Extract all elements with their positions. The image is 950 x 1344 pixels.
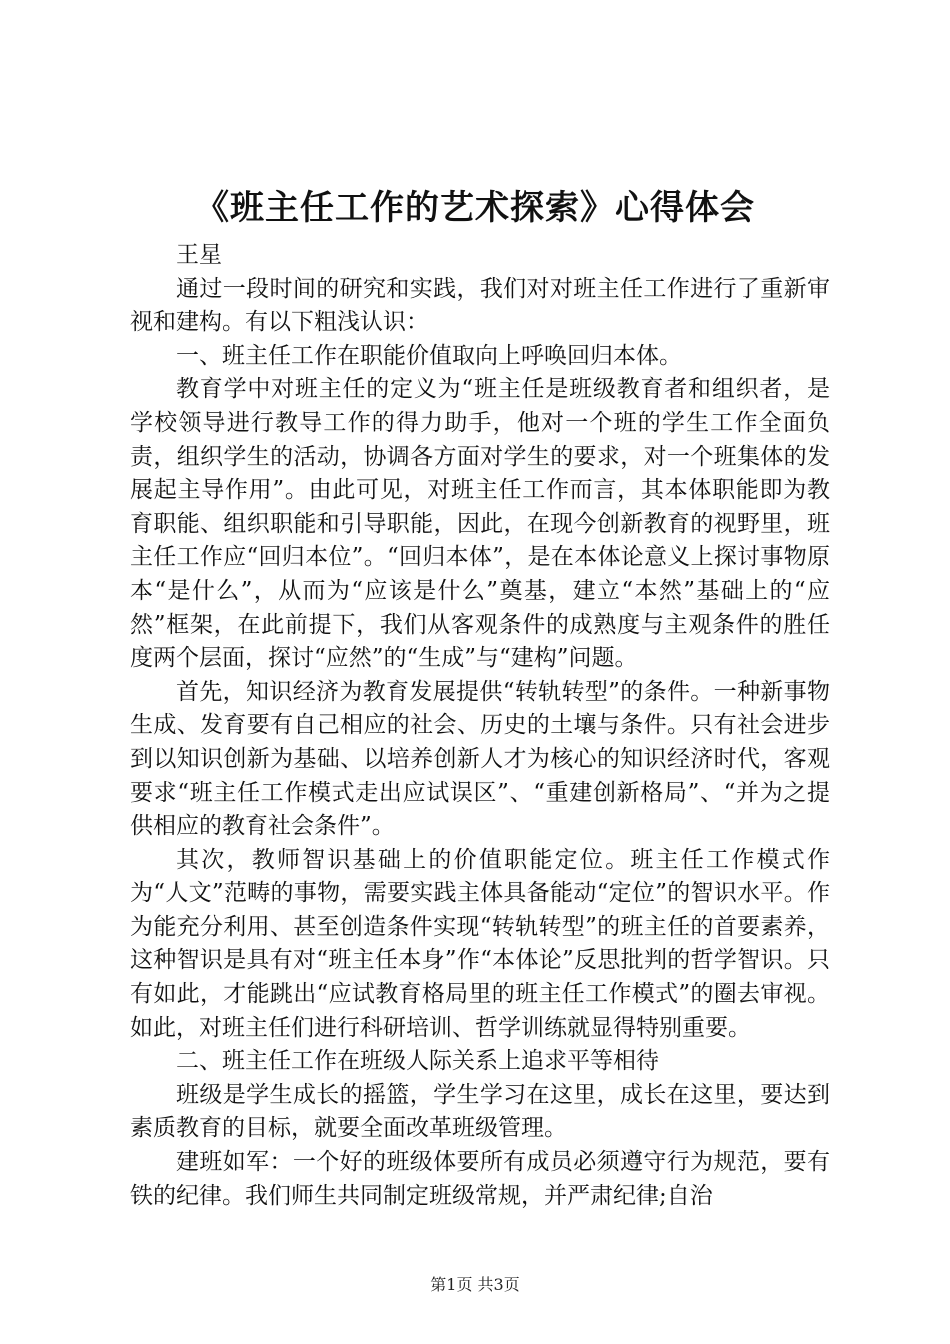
paragraph: 其次，教师智识基础上的价值职能定位。班主任工作模式作为“人文”范畴的事物，需要实践主体具备能动“定位”的智识水平。作为能充分利用、甚至创造条件实现“转轨转型”的班主任的首要素养，这种智识是具有对“班主任本身”作“本体论”反思批判的哲学智识。只有如此，才能跳出“应试教育格局里的班主任工作模式”的圈去审视。如此，对班主任们进行科研培训、哲学训练就显得特别重要。: [130, 846, 830, 1041]
paragraph-intro: 通过一段时间的研究和实践，我们对对班主任工作进行了重新审视和建构。有以下粗浅认识：: [130, 275, 830, 336]
author-line: 王星: [176, 242, 222, 268]
paragraph: 教育学中对班主任的定义为“班主任是班级教育者和组织者，是学校领导进行教导工作的得力助手，他对一个班的学生工作全面负责，组织学生的活动，协调各方面对学生的要求，对一个班集体的发展起主导作用”。由此可见，对班主任工作而言，其本体职能即为教育职能、组织职能和引导职能，因此，在现今创新教育的视野里，班主任工作应“回归本位”。“回归本体”，是在本体论意义上探讨事物原本“是什么”，从而为“应该是什么”奠基，建立“本然”基础上的“应然”框架，在此前提下，我们从客观条件的成熟度与主观条件的胜任度两个层面，探讨“应然”的“生成”与“建构”问题。: [130, 376, 830, 672]
paragraph: 建班如军：一个好的班级体要所有成员必须遵守行为规范，要有铁的纪律。我们师生共同制定班级常规，并严肃纪律;自治: [130, 1149, 830, 1209]
paragraph: 首先，知识经济为教育发展提供“转轨转型”的条件。一种新事物生成、发育要有自己相应的社会、历史的土壤与条件。只有社会进步到以知识创新为基础、以培养创新人才为核心的知识经济时代，客观要求“班主任工作模式走出应试误区”、“重建创新格局”、“并为之提供相应的教育社会条件”。: [130, 678, 830, 840]
page-footer: 第1页 共3页: [430, 1275, 520, 1294]
document-title: 《班主任工作的艺术探索》心得体会: [195, 188, 755, 228]
paragraph: 班级是学生成长的摇篮，学生学习在这里，成长在这里，要达到素质教育的目标，就要全面改革班级管理。: [130, 1081, 830, 1142]
section-heading-2: 二、班主任工作在班级人际关系上追求平等相待: [176, 1048, 659, 1075]
document-body: [130, 239, 830, 1213]
section-heading-1: 一、班主任工作在职能价值取向上呼唤回归本体。: [176, 342, 682, 369]
